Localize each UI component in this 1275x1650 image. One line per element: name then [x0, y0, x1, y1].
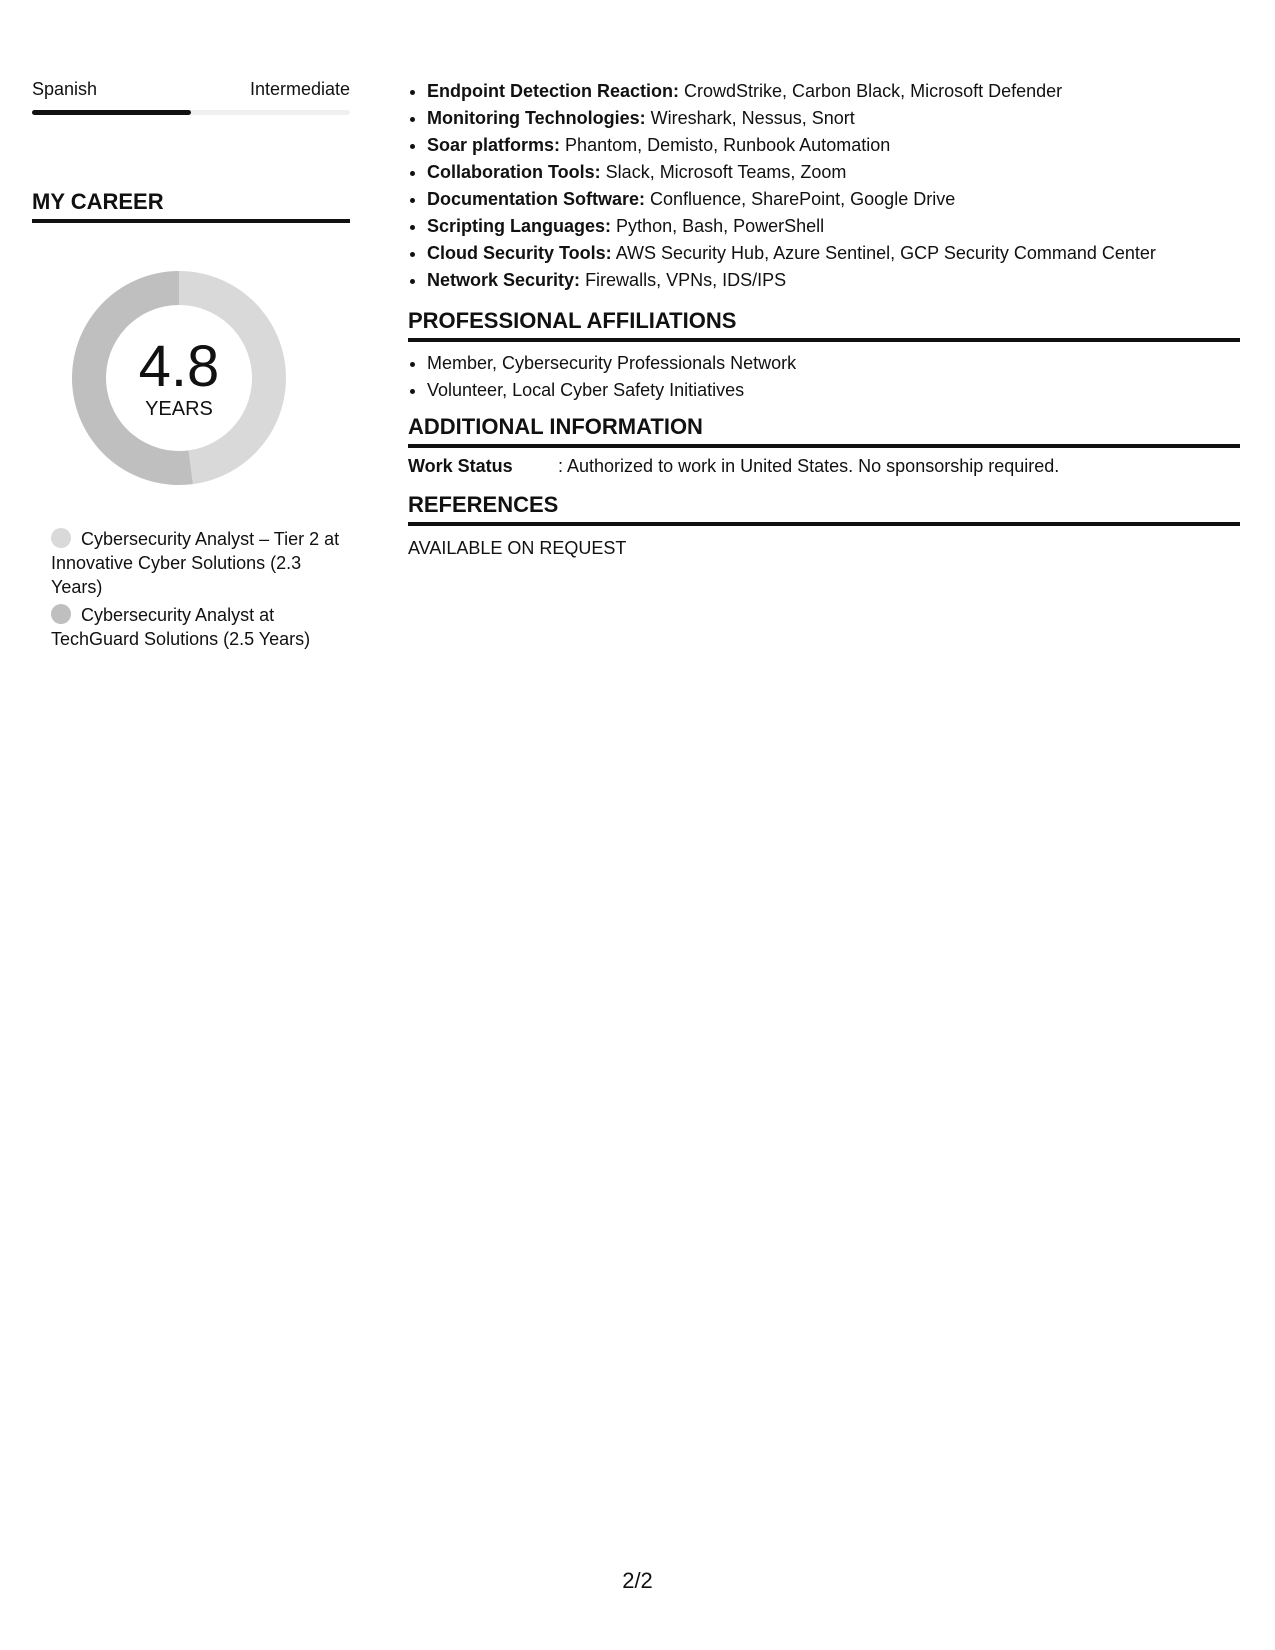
skill-value: CrowdStrike, Carbon Black, Microsoft Defender — [684, 81, 1063, 101]
career-legend — [32, 527, 350, 651]
skill-label: Documentation Software: — [427, 189, 646, 209]
skill-item — [427, 105, 1240, 132]
skill-label: Network Security: — [427, 270, 581, 290]
work-status-row — [408, 454, 1240, 478]
language-proficiency-bar — [32, 110, 350, 115]
career-donut-chart — [66, 265, 292, 491]
skill-value: Firewalls, VPNs, IDS/IPS — [585, 270, 787, 290]
skill-item — [427, 159, 1240, 186]
career-legend-item — [51, 527, 350, 599]
skills-list — [408, 78, 1240, 294]
page-number: 2/2 — [622, 1568, 653, 1593]
career-legend-item — [51, 603, 350, 651]
skill-item — [427, 213, 1240, 240]
career-total-unit: YEARS — [145, 398, 213, 420]
references-heading: REFERENCES — [408, 492, 1240, 526]
skill-value: AWS Security Hub, Azure Sentinel, GCP Security Command Center — [615, 243, 1156, 263]
skill-item — [427, 240, 1240, 267]
career-total-value: 4.8 — [138, 334, 220, 399]
additional-info-heading: ADDITIONAL INFORMATION — [408, 414, 1240, 448]
references-text: AVAILABLE ON REQUEST — [408, 538, 627, 558]
language-proficiency-fill — [32, 110, 191, 115]
skill-label: Endpoint Detection Reaction: — [427, 81, 679, 101]
skill-label: Soar platforms: — [427, 135, 561, 155]
skill-item — [427, 132, 1240, 159]
career-total — [66, 265, 292, 491]
main-content — [408, 78, 1240, 560]
language-row — [32, 78, 350, 100]
legend-dot-icon — [51, 604, 71, 624]
affiliation-item: • Member, Cybersecurity Professionals Network — [427, 350, 1240, 377]
work-status-value: : Authorized to work in United States. No sponsorship required. — [558, 456, 1060, 476]
career-heading: MY CAREER — [32, 189, 350, 223]
skill-label: Scripting Languages: — [427, 216, 612, 236]
sidebar — [32, 78, 350, 655]
skill-item — [427, 267, 1240, 294]
affiliations-list — [408, 350, 1240, 404]
skill-value: Phantom, Demisto, Runbook Automation — [565, 135, 891, 155]
affiliation-item: • Volunteer, Local Cyber Safety Initiatives — [427, 377, 1240, 404]
skill-label: Collaboration Tools: — [427, 162, 601, 182]
career-item-text: Cybersecurity Analyst – Tier 2 at Innovative Cyber Solutions (2.3 Years) — [51, 529, 340, 597]
skill-item — [427, 186, 1240, 213]
skill-label: Monitoring Technologies: — [427, 108, 646, 128]
work-status-label: Work Status — [408, 456, 513, 476]
skill-value: Slack, Microsoft Teams, Zoom — [605, 162, 847, 182]
career-item-text: Cybersecurity Analyst at TechGuard Solutions (2.5 Years) — [51, 605, 311, 649]
skill-value: Confluence, SharePoint, Google Drive — [650, 189, 956, 209]
skill-value: Wireshark, Nessus, Snort — [650, 108, 855, 128]
legend-dot-icon — [51, 528, 71, 548]
affiliations-heading: PROFESSIONAL AFFILIATIONS — [408, 308, 1240, 342]
language-name: Spanish — [32, 79, 98, 99]
skill-item — [427, 78, 1240, 105]
skill-value: Python, Bash, PowerShell — [616, 216, 825, 236]
language-level: Intermediate — [249, 79, 350, 99]
skill-label: Cloud Security Tools: — [427, 243, 612, 263]
